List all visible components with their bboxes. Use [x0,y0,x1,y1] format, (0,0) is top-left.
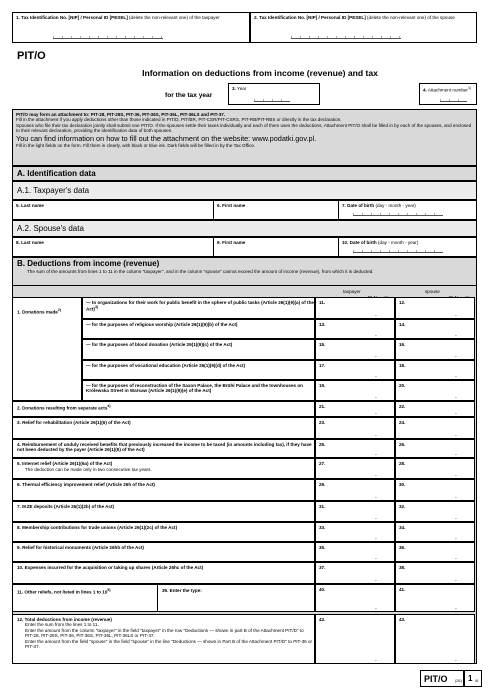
taxpayer-amount-field[interactable] [315,439,395,458]
taxpayer-amount-field[interactable] [315,401,395,417]
decimal-point: . [375,604,377,611]
field-number: 33. [319,525,326,530]
deduction-row: 6. Thermal efficiency improvement relief (Article 26h of the Act) [12,479,315,501]
deduction-row: 9. Relief for historical monuments (Article 26hb of the Act) [12,542,315,562]
field-number: 36. [399,545,406,550]
decimal-point: . [455,450,457,457]
form-title: Information on deductions from income (revenue) and tax [142,68,378,78]
first-name-field[interactable]: 6. First name [217,203,246,208]
spouse-id-field[interactable] [250,12,477,43]
entry-ticks [254,99,290,102]
taxpayer-amount-field[interactable] [315,562,395,584]
field-note: (delete the non-relevant one) of the taxpayer [129,15,220,20]
field-number: 32. [399,504,406,509]
spouse-amount-field[interactable] [395,439,475,458]
field-number: 25. [319,442,326,447]
intro-info: You can find information on how to fill out the attachment on the website: www.podatki.gov.pl. [16,133,317,143]
attachment-number-field[interactable] [419,83,477,105]
spouse-amount-field[interactable] [395,319,475,339]
deduction-row: 8. Membership contributions for trade unions (Article 26(1)(2c) of the Act) [12,522,315,542]
taxpayer-id-field[interactable] [12,12,250,43]
field-number: 19. [319,383,326,388]
field-number: 24. [399,420,406,425]
field-number: 4. [423,87,427,93]
field-number: 27. [319,461,326,466]
spouse-amount-field[interactable] [395,401,475,417]
field-label: Tax Identification No. [NIP] / Personal ID [PESEL] [259,15,366,20]
deduction-row: 7. IKZE deposits (Article 26(1)(2b) of the Act) [12,501,315,522]
spouse-amount-field[interactable] [395,380,475,401]
taxpayer-amount-field[interactable] [315,339,395,360]
entry-ticks [440,99,467,102]
entry-ticks [353,213,443,216]
spouse-amount-field[interactable] [395,501,475,522]
spouse-data-row [12,237,477,257]
field-number: 35. [319,545,326,550]
field-number: 41. [399,587,406,592]
spouse-amount-field[interactable] [395,479,475,501]
column-spouse: spouse [425,289,440,294]
year-field[interactable] [228,83,320,105]
section-a2-header: A.2. Spouse's data [12,220,477,237]
taxpayer-amount-field[interactable] [315,360,395,380]
last-name-field[interactable]: 5. Last name [16,203,44,208]
field-number: 11. [319,300,326,305]
taxpayer-amount-field[interactable] [315,501,395,522]
intro-block [12,109,477,166]
relief-type-field[interactable]: 39. Enter the type: [162,588,202,593]
taxpayer-amount-field[interactable] [315,417,395,439]
spouse-amount-field[interactable] [395,417,475,439]
donation-row: — for the purposes of vocational education (Article 26(1)(9)(d) of the Act) [82,360,315,380]
field-number: 26. [399,442,406,447]
donation-row: — to organizations for their work for public benefit in the sphere of public tasks (Article 26(1)(9)(a) of the Act)$^{3)}$ [82,297,315,319]
field-number: 12. [399,300,406,305]
field-number: 38. [399,565,406,570]
spouse-amount-field[interactable] [395,542,475,562]
field-number: 43. [399,617,406,622]
decimal-point: . [455,393,457,400]
taxpayer-amount-field[interactable] [315,458,395,479]
deduction-row: 2. Donations resulting from separate acts$^{4)}$ [12,401,315,417]
taxpayer-amount-field[interactable] [315,479,395,501]
decimal-point: . [455,493,457,500]
footer-form-code: PIT/O (26) [420,670,464,687]
entry-ticks [291,36,401,39]
decimal-point: . [375,409,377,416]
field-number: 40. [319,587,326,592]
decimal-point: . [455,372,457,379]
birth-date-field[interactable]: 10. Date of birth (day - month - year) [342,240,419,245]
section-a1-header: A.1. Taxpayer's data [12,181,477,200]
decimal-point: . [375,352,377,359]
entry-ticks [353,250,443,253]
section-b-intro: The sum of the amounts from lines 1 to 11 in the column "taxpayer", and in the column "spouse" cannot exceed the amount of income (revenue), from which it is deducted. [27,269,374,274]
spouse-amount-field[interactable] [395,522,475,542]
section-b-header: B. Deductions from income (revenue) The sum of the amounts from lines 1 to 11 in the column "taxpayer", and in the column "spouse" cannot exceed the amount of income (revenue), from which it is deducted. [12,257,477,286]
field-label: Tax Identification No. [NIP] / Personal ID [PESEL] [21,15,128,20]
decimal-point: . [455,409,457,416]
decimal-point: . [375,656,377,663]
field-label: Year [237,86,247,91]
last-name-field[interactable]: 8. Last name [16,240,44,245]
field-number: 14. [399,322,406,327]
field-number: 3. [232,86,236,91]
spouse-amount-field[interactable] [395,297,475,319]
deduction-row: 5. Internet relief (Article 26(1)(6a) of the Act) The deduction can be made only in two consecutive tax years. [12,458,315,479]
spouse-amount-field[interactable] [395,584,475,612]
decimal-point: . [455,471,457,478]
decimal-point: . [375,431,377,438]
entry-ticks [53,36,163,39]
page-number: 1 /6 [464,670,482,687]
field-number: 23. [319,420,326,425]
birth-date-field[interactable]: 7. Date of birth (day - month - year) [342,203,416,208]
taxpayer-amount-field[interactable] [315,319,395,339]
field-number: 17. [319,363,326,368]
decimal-point: . [375,311,377,318]
field-number: 18. [399,363,406,368]
decimal-point: . [375,554,377,561]
form-code: PIT/O [17,50,46,62]
decimal-point: . [375,372,377,379]
field-number: 13. [319,322,326,327]
field-number: 21. [319,404,326,409]
field-number: 1. [16,15,20,20]
decimal-point: . [455,576,457,583]
decimal-point: . [455,554,457,561]
donations-label: 1. Donations made$^{2)}$ [12,297,82,401]
decimal-point: . [375,393,377,400]
spouse-total-field[interactable] [395,614,475,664]
field-number: 31. [319,504,326,509]
decimal-point: . [375,450,377,457]
taxpayer-total-field[interactable] [315,614,395,664]
decimal-point: . [455,331,457,338]
field-number: 30. [399,482,406,487]
decimal-point: . [455,311,457,318]
footnote-marker: 1) [467,86,472,90]
section-a-header: A. Identification data [12,166,477,181]
taxpayer-amount-field[interactable] [315,522,395,542]
field-number: 37. [319,565,326,570]
other-reliefs-row: 11. Other reliefs, not listed in lines 1 to 10$^{5)}$ 39. Enter the type: [12,584,315,612]
decimal-point: . [455,534,457,541]
spouse-amount-field[interactable] [395,339,475,360]
intro-title: PIT/O may form an attachment to: PIT-28, PIT-28S, PIT-36, PIT-36S, PIT-36L, PIT-36LS and PIT-37. [16,112,226,117]
decimal-point: . [455,431,457,438]
intro-line: Fill in the light fields on the form. Fill them in clearly, with black or blue ink. Dark fields will be filled in by the Tax Office. [16,142,256,148]
field-number: 28. [399,461,406,466]
tax-year-label: for the tax year [165,92,213,99]
field-number: 42. [319,617,326,622]
spouse-amount-field[interactable] [395,360,475,380]
taxpayer-amount-field[interactable] [315,542,395,562]
spouse-amount-field[interactable] [395,458,475,479]
spouse-amount-field[interactable] [395,562,475,584]
field-label: Attachment number [427,87,468,93]
field-number: 34. [399,525,406,530]
deduction-row: 4. Reimbursement of unduly received benefits that previously increased the income to be taxed (in amounts including tax), if they have not been deducted by the payer (Article 26(1)(5) of the Act) [12,439,315,458]
decimal-point: . [375,331,377,338]
decimal-point: . [375,493,377,500]
field-number: 15. [319,342,326,347]
column-taxpayer: taxpayer [343,289,361,294]
field-number: 20. [399,383,406,388]
total-deductions-row: 12. Total deductions from income (revenue) Enter the sum from the lines 1 to 11. Enter the amount from the column "taxpayer" in the field "taxpayer" in the row "Deductions — shown in part B of the Attachment PIT/D" to PIT-28, PIT-28S, PIT-36, PIT-36S, PIT-36L, PIT-36LS or PIT-37. Enter the amount from the field "spouse" in the field "spouse" in the line "Deductions — shown in Part B of the Attachment PIT/D" to PIT-36 or PIT-37. [12,614,315,664]
donation-row: — for the purposes of religious worship (Article 26(1)(9)(b) of the Act) [82,319,315,339]
taxpayer-amount-field[interactable] [315,297,395,319]
field-number: 2. [254,15,258,20]
decimal-point: . [455,656,457,663]
taxpayer-amount-field[interactable] [315,584,395,612]
field-number: 16. [399,342,406,347]
decimal-point: . [375,576,377,583]
taxpayer-data-row [12,200,477,220]
intro-line: Spouses who file their tax declaration jointly shall submit one PIT/O. If the spouses settle their taxes individually and each of them uses the deductions, Attachment PIT/O shall be filled in by each of the spouses, and enclosed to their relevant declaration, providing the identification data of both spouses. [16,122,472,134]
donation-row: — for the purposes of reconstruction of the Saxon Palace, the Brühl Palace and the townhouses on Królewska Street in Warsaw (Article 26(1)(9)(e) of the Act) [82,380,315,401]
decimal-point: . [455,352,457,359]
deduction-row: 10. Expenses incurred for the acquisition or taking up shares (Article 26hc of the Act) [12,562,315,584]
decimal-point: . [455,604,457,611]
decimal-point: . [375,534,377,541]
donation-row: — for the purposes of blood donation (Article 26(1)(9)(c) of the Act) [82,339,315,360]
intro-line: Fill in the attachment if you apply deductions other than those indicated in PIT/D, PIT/BR, PIT-CSR/PIT-CSRS, PIT-RB/PIT-RBS or directly in the tax declaration. [16,117,342,123]
decimal-point: . [455,514,457,521]
field-note: (delete the non-relevant one) of the spouse [367,15,455,20]
field-number: 29. [319,482,326,487]
taxpayer-amount-field[interactable] [315,380,395,401]
decimal-point: . [375,514,377,521]
field-number: 22. [399,404,406,409]
first-name-field[interactable]: 9. First name [217,240,246,245]
deduction-row: 3. Relief for rehabilitation (Article 26(1)(6) of the Act) [12,417,315,439]
decimal-point: . [375,471,377,478]
